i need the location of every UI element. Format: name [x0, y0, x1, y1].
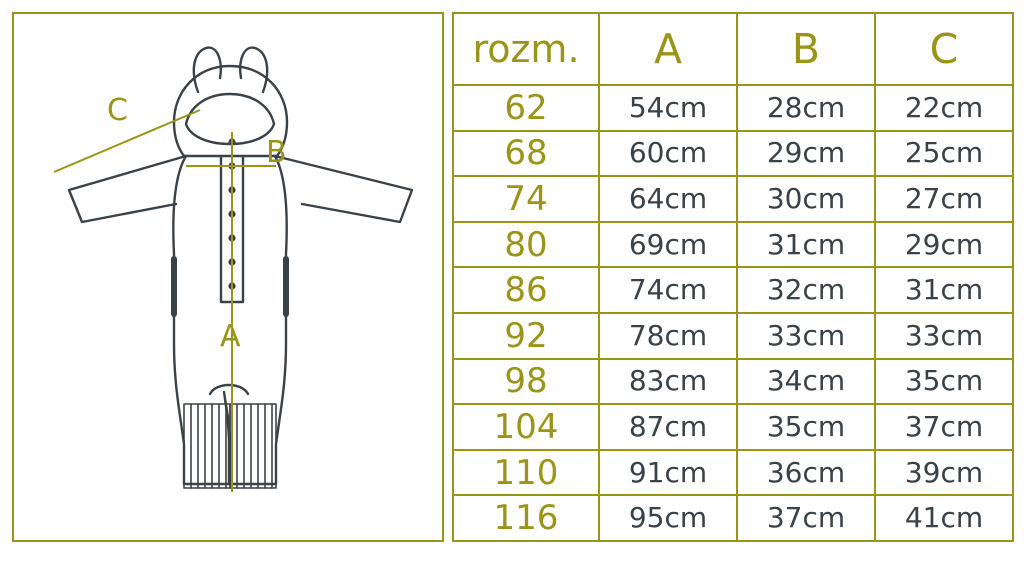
cell-c: 35cm [875, 359, 1013, 405]
cell-size: 92 [453, 313, 599, 359]
cell-size: 68 [453, 131, 599, 177]
cell-size: 98 [453, 359, 599, 405]
cell-size: 80 [453, 222, 599, 268]
cell-c: 25cm [875, 131, 1013, 177]
cell-b: 29cm [737, 131, 875, 177]
table-header-row [453, 13, 1013, 85]
table-row [453, 450, 1013, 496]
cell-a: 91cm [599, 450, 737, 496]
header-c: C [875, 13, 1013, 85]
cell-c: 29cm [875, 222, 1013, 268]
cell-c: 41cm [875, 495, 1013, 541]
cell-c: 31cm [875, 267, 1013, 313]
cell-a: 69cm [599, 222, 737, 268]
cell-c: 39cm [875, 450, 1013, 496]
measurement-labels [107, 93, 287, 354]
sleeve-right [275, 156, 412, 222]
cell-size: 116 [453, 495, 599, 541]
cell-size: 104 [453, 404, 599, 450]
cell-b: 30cm [737, 176, 875, 222]
table-row [453, 404, 1013, 450]
cell-a: 78cm [599, 313, 737, 359]
cell-b: 28cm [737, 85, 875, 131]
cell-a: 87cm [599, 404, 737, 450]
cell-a: 74cm [599, 267, 737, 313]
table-row [453, 176, 1013, 222]
romper-diagram [14, 14, 446, 540]
header-a: A [599, 13, 737, 85]
table-row [453, 313, 1013, 359]
crotch-line [210, 385, 248, 394]
cell-size: 110 [453, 450, 599, 496]
size-table [452, 12, 1014, 542]
cell-b: 35cm [737, 404, 875, 450]
table-row [453, 131, 1013, 177]
cell-a: 60cm [599, 131, 737, 177]
cell-a: 83cm [599, 359, 737, 405]
hood-brim [186, 94, 274, 144]
table-row [453, 267, 1013, 313]
table-row [453, 222, 1013, 268]
cell-c: 22cm [875, 85, 1013, 131]
cell-size: 86 [453, 267, 599, 313]
cell-c: 27cm [875, 176, 1013, 222]
header-b: B [737, 13, 875, 85]
cell-c: 33cm [875, 313, 1013, 359]
label-b: B [266, 135, 287, 170]
cell-size: 74 [453, 176, 599, 222]
table-row [453, 495, 1013, 541]
cell-size: 62 [453, 85, 599, 131]
cell-a: 64cm [599, 176, 737, 222]
sleeve-left [69, 156, 186, 222]
cell-b: 31cm [737, 222, 875, 268]
cell-a: 95cm [599, 495, 737, 541]
cuff-right [230, 404, 276, 488]
label-a: A [220, 319, 241, 354]
table-row [453, 85, 1013, 131]
label-c: C [107, 93, 128, 128]
cell-b: 36cm [737, 450, 875, 496]
cell-b: 33cm [737, 313, 875, 359]
cell-b: 37cm [737, 495, 875, 541]
table-row [453, 359, 1013, 405]
cuff-left [184, 404, 230, 488]
cell-b: 34cm [737, 359, 875, 405]
illustration-panel [12, 12, 444, 542]
cell-b: 32cm [737, 267, 875, 313]
header-size: rozm. [453, 13, 599, 85]
cell-c: 37cm [875, 404, 1013, 450]
cell-a: 54cm [599, 85, 737, 131]
